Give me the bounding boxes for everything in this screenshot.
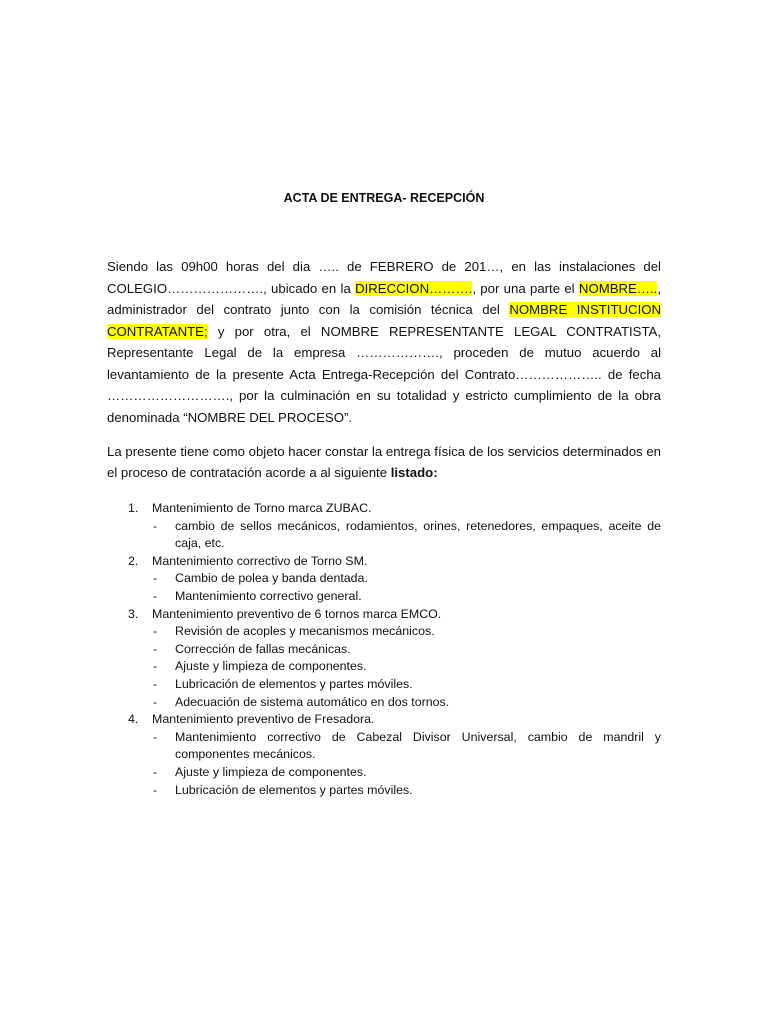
sub-item-text: Corrección de fallas mecánicas. bbox=[175, 641, 351, 656]
sub-item-text: Mantenimiento correctivo general. bbox=[175, 588, 362, 603]
sub-item bbox=[107, 588, 661, 606]
list-item bbox=[107, 553, 661, 571]
dash-bullet: - bbox=[153, 641, 158, 656]
dash-bullet: - bbox=[153, 588, 158, 603]
sub-item bbox=[107, 658, 661, 676]
sub-item bbox=[107, 623, 661, 641]
item-number: 2. bbox=[128, 553, 139, 568]
sub-item-text: Lubricación de elementos y partes móviles. bbox=[175, 676, 413, 691]
sub-item bbox=[107, 729, 661, 764]
sub-item bbox=[107, 570, 661, 588]
list-item bbox=[107, 606, 661, 624]
sub-item bbox=[107, 694, 661, 712]
sub-item bbox=[107, 518, 661, 553]
intro-text-3: , administrador del contrato junto con la comisión técnica del bbox=[107, 280, 661, 317]
highlight-nombre: NOMBRE….. bbox=[578, 280, 658, 296]
purpose-text-bold: listado: bbox=[390, 465, 438, 480]
sub-item bbox=[107, 641, 661, 659]
sub-item bbox=[107, 764, 661, 782]
item-number: 1. bbox=[128, 501, 139, 515]
item-number: 3. bbox=[128, 606, 139, 621]
dash-bullet: - bbox=[153, 764, 158, 779]
dash-bullet: - bbox=[153, 659, 158, 674]
sub-item-text: cambio de sellos mecánicos, rodamientos, orines, retenedores, empaques, aceite de caja, etc. bbox=[175, 518, 661, 551]
dash-bullet: - bbox=[153, 694, 158, 709]
dash-bullet: - bbox=[153, 676, 158, 691]
sub-item-text: Lubricación de elementos y partes móviles. bbox=[175, 782, 413, 797]
sub-item bbox=[107, 782, 661, 800]
dash-bullet: - bbox=[153, 782, 158, 797]
sub-item bbox=[107, 676, 661, 694]
highlight-institucion: NOMBRE INSTITUCION CONTRATANTE; bbox=[107, 302, 662, 339]
intro-paragraph bbox=[107, 256, 661, 428]
dash-bullet: - bbox=[153, 729, 158, 744]
item-text: Mantenimiento preventivo de 6 tornos marca EMCO. bbox=[152, 606, 442, 621]
item-text: Mantenimiento preventivo de Fresadora. bbox=[152, 712, 375, 727]
document-title: ACTA DE ENTREGA- RECEPCIÓN bbox=[283, 191, 485, 205]
sub-item-text: Ajuste y limpieza de componentes. bbox=[175, 659, 367, 674]
sub-item-text: Ajuste y limpieza de componentes. bbox=[175, 764, 367, 779]
item-number: 4. bbox=[128, 712, 139, 727]
sub-item-text: Adecuación de sistema automático en dos tornos. bbox=[175, 694, 450, 709]
sub-item-text: Cambio de polea y banda dentada. bbox=[175, 571, 368, 586]
intro-text-1: Siendo las 09h00 horas del dia ….. de FEBRERO de 201…, en las instalaciones del COLEGIO…………………., ubicado en la bbox=[107, 259, 661, 296]
intro-text-2: , por una parte el bbox=[472, 280, 579, 296]
highlight-direccion: DIRECCION………. bbox=[355, 280, 473, 296]
sub-item-text: Mantenimiento correctivo de Cabezal Divisor Universal, cambio de mandril y componentes mecánicos. bbox=[175, 729, 661, 762]
item-text: Mantenimiento correctivo de Torno SM. bbox=[152, 553, 368, 568]
sub-item-text: Revisión de acoples y mecanismos mecánicos. bbox=[175, 624, 435, 639]
intro-text-4: y por otra, el NOMBRE REPRESENTANTE LEGAL CONTRATISTA, Representante Legal de la empresa ………………., proceden de mutuo acuerdo al levantamiento de la presente Acta Entrega-Recepción del Contrato……………….. de fecha ………………………., por la culminación en su totalidad y estricto cumplimiento de la obra denominada “NOMBRE DEL PROCESO”. bbox=[107, 323, 661, 425]
dash-bullet: - bbox=[153, 571, 158, 586]
purpose-text-1: La presente tiene como objeto hacer constar la entrega física de los servicios determinados en el proceso de contratación acorde a al siguiente bbox=[107, 444, 661, 480]
dash-bullet: - bbox=[153, 624, 158, 639]
list-item bbox=[107, 711, 661, 729]
list-item bbox=[107, 500, 661, 518]
dash-bullet: - bbox=[153, 518, 158, 533]
item-text: Mantenimiento de Torno marca ZUBAC. bbox=[152, 501, 372, 515]
purpose-paragraph bbox=[107, 441, 661, 483]
service-list bbox=[107, 500, 661, 799]
